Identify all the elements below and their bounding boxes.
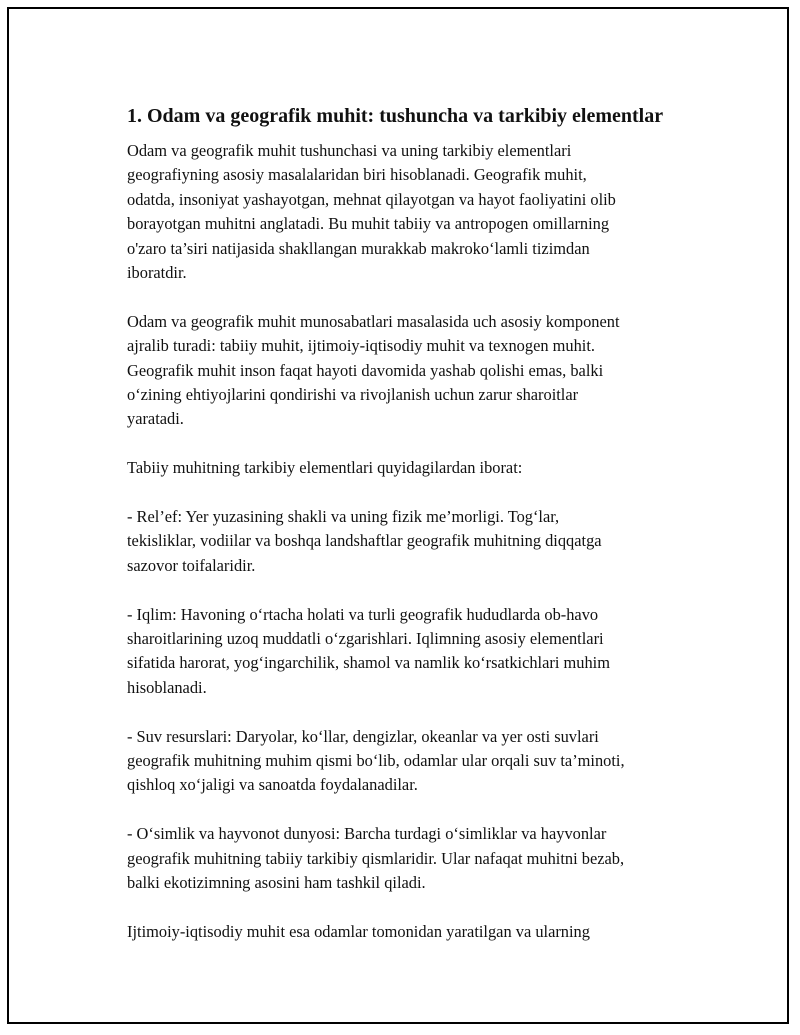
text-line: Ijtimoiy-iqtisodiy muhit esa odamlar tomonidan yaratilgan va ularning (127, 921, 590, 941)
text-line: Odam va geografik muhit tushunchasi va uning tarkibiy elementlari (127, 141, 572, 160)
text-line: - Rel’ef: Yer yuzasining shakli va uning fizik me’morligi. Tog‘lar, (127, 507, 560, 527)
text-line: qishloq xo‘jaligi va sanoatda foydalanadilar. (127, 775, 418, 795)
paragraph (127, 920, 717, 944)
text-line: ajralib turadi: tabiiy muhit, ijtimoiy-iqtisodiy muhit va texnogen muhit. (127, 336, 595, 356)
document-body (127, 103, 717, 969)
text-line: borayotgan muhitni anglatadi. Bu muhit tabiiy va antropogen omillarning (127, 214, 610, 234)
text-line: sifatida harorat, yog‘ingarchilik, shamol va namlik ko‘rsatkichlari muhim (127, 653, 610, 673)
text-line: sharoitlarining uzoq muddatli o‘zgarishlari. Iqlimning asosiy elementlari (127, 629, 604, 649)
text-line: balki ekotizimning asosini ham tashkil qiladi. (127, 873, 426, 893)
text-line: - O‘simlik va hayvonot dunyosi: Barcha turdagi o‘simliklar va hayvonlar (127, 824, 607, 844)
text-line: geografik muhitning muhim qismi bo‘lib, odamlar ular orqali suv ta’minoti, (127, 751, 625, 771)
paragraph (127, 505, 717, 578)
paragraph (127, 139, 717, 285)
text-line: o‘zining ehtiyojlarini qondirishi va rivojlanish uchun zarur sharoitlar (127, 385, 579, 405)
text-line: Tabiiy muhitning tarkibiy elementlari quyidagilardan iborat: (127, 458, 523, 478)
document-title: 1. Odam va geografik muhit: tushuncha va tarkibiy elementlar (127, 105, 664, 127)
text-line: Odam va geografik muhit munosabatlari masalasida uch asosiy komponent (127, 311, 620, 331)
text-line: - Suv resurslari: Daryolar, ko‘llar, dengizlar, okeanlar va yer osti suvlari (127, 726, 599, 746)
text-line: tekisliklar, vodiilar va boshqa landshaftlar geografik muhitning diqqatga (127, 531, 602, 551)
text-line: hisoblanadi. (127, 677, 207, 697)
paragraph (127, 456, 717, 480)
paragraph (127, 603, 717, 701)
text-line: iboratdir. (127, 263, 187, 283)
paragraph (127, 310, 717, 432)
text-line: sazovor toifalaridir. (127, 555, 256, 575)
text-line: o'zaro ta’siri natijasida shakllangan murakkab makroko‘lamli tizimdan (127, 238, 590, 258)
text-line: geografik muhitning tabiiy tarkibiy qismlaridir. Ular nafaqat muhitni bezab, (127, 848, 625, 868)
page-frame (7, 7, 789, 1024)
text-line: geografiyning asosiy masalalaridan biri hisoblanadi. Geografik muhit, (127, 165, 587, 185)
paragraph-list (127, 139, 717, 944)
text-line: odatda, insoniyat yashayotgan, mehnat qilayotgan va hayot faoliyatini olib (127, 189, 616, 209)
text-line: yaratadi. (127, 409, 184, 429)
text-line: Geografik muhit inson faqat hayoti davomida yashab qolishi emas, balki (127, 360, 604, 380)
paragraph (127, 725, 717, 798)
paragraph (127, 822, 717, 895)
text-line: - Iqlim: Havoning o‘rtacha holati va turli geografik hududlarda ob-havo (127, 604, 599, 624)
